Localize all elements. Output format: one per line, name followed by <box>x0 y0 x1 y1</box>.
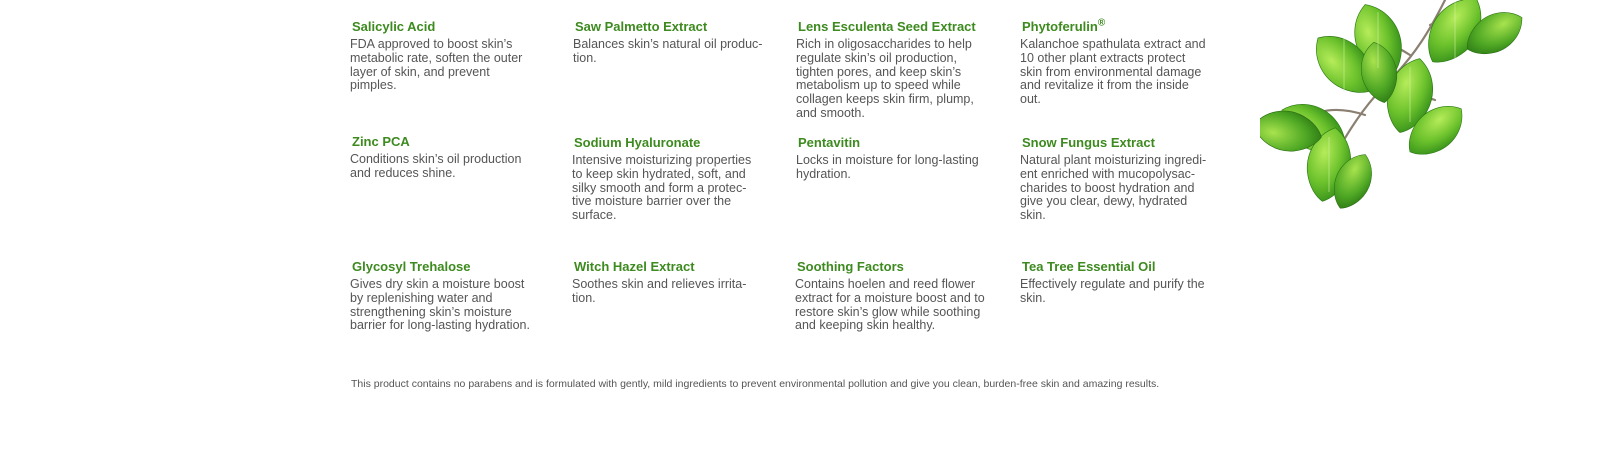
ingredient-snow-fungus-extract <box>1020 135 1220 223</box>
ingredient-description: Effectively regulate and purify the skin. <box>1020 277 1205 305</box>
ingredient-description: FDA approved to boost skin’s metabolic rate, soften the outer layer of skin, and prevent pimples. <box>350 37 523 93</box>
ingredient-description: Kalanchoe spathulata extract and 10 other plant extracts protect skin from environmental damage and revitalize it from the inside out. <box>1020 37 1206 107</box>
ingredient-title: Pentavitin <box>798 135 861 150</box>
ingredient-title: Lens Esculenta Seed Extract <box>798 19 976 34</box>
ingredient-soothing-factors <box>795 259 995 333</box>
ingredient-description: Contains hoelen and reed flower extract for a moisture boost and to restore skin’s glow while soothing and keeping skin healthy. <box>795 277 985 333</box>
ingredient-description: Intensive moisturizing properties to keep skin hydrated, soft, and silky smooth and form a protec- tive moisture barrier over the surface. <box>572 153 752 223</box>
ingredient-description: Locks in moisture for long-lasting hydration. <box>796 153 979 181</box>
leaves-image <box>1260 0 1600 230</box>
ingredient-title: Salicylic Acid <box>352 19 436 34</box>
ingredient-tea-tree-essential-oil <box>1020 259 1220 306</box>
footnote: This product contains no parabens and is formulated with gently, mild ingredients to prevent environmental pollution and give you clean, burden-free skin and amazing results. <box>351 378 1160 390</box>
ingredient-phytoferulin <box>1020 19 1220 107</box>
ingredient-title: Zinc PCA <box>352 134 410 149</box>
ingredient-title: Glycosyl Trehalose <box>352 259 471 274</box>
ingredient-lens-esculenta-seed-extract <box>796 19 996 121</box>
ingredient-description: Natural plant moisturizing ingredi- ent enriched with mucopolysac- charides to boost hydration and give you clear, dewy, hydrated skin. <box>1020 153 1207 223</box>
ingredient-saw-palmetto-extract <box>573 19 773 66</box>
ingredient-pentavitin <box>796 135 996 182</box>
ingredient-title: Phytoferulin® <box>1022 17 1106 34</box>
ingredient-title: Saw Palmetto Extract <box>575 19 708 34</box>
registered-mark: ® <box>1097 17 1106 29</box>
ingredient-glycosyl-trehalose <box>350 259 550 333</box>
ingredient-title: Sodium Hyaluronate <box>574 135 701 150</box>
ingredient-title: Tea Tree Essential Oil <box>1022 259 1156 274</box>
ingredient-salicylic-acid <box>350 19 550 93</box>
ingredient-sodium-hyaluronate <box>572 135 772 223</box>
ingredient-description: Gives dry skin a moisture boost by replenishing water and strengthening skin’s moisture barrier for long-lasting hydration. <box>350 277 530 333</box>
ingredient-description: Rich in oligosaccharides to help regulate skin’s oil production, tighten pores, and keep skin’s metabolism up to speed while collagen keeps skin firm, plump, and smooth. <box>796 37 974 120</box>
ingredient-title: Witch Hazel Extract <box>574 259 695 274</box>
ingredient-witch-hazel-extract <box>572 259 772 306</box>
ingredient-description: Conditions skin’s oil production and reduces shine. <box>350 152 522 180</box>
ingredient-title: Snow Fungus Extract <box>1022 135 1155 150</box>
ingredient-description: Soothes skin and relieves irrita- tion. <box>572 277 747 305</box>
ingredient-description: Balances skin’s natural oil produc- tion. <box>573 37 763 65</box>
ingredient-zinc-pca <box>350 134 550 181</box>
ingredient-title: Soothing Factors <box>797 259 904 274</box>
